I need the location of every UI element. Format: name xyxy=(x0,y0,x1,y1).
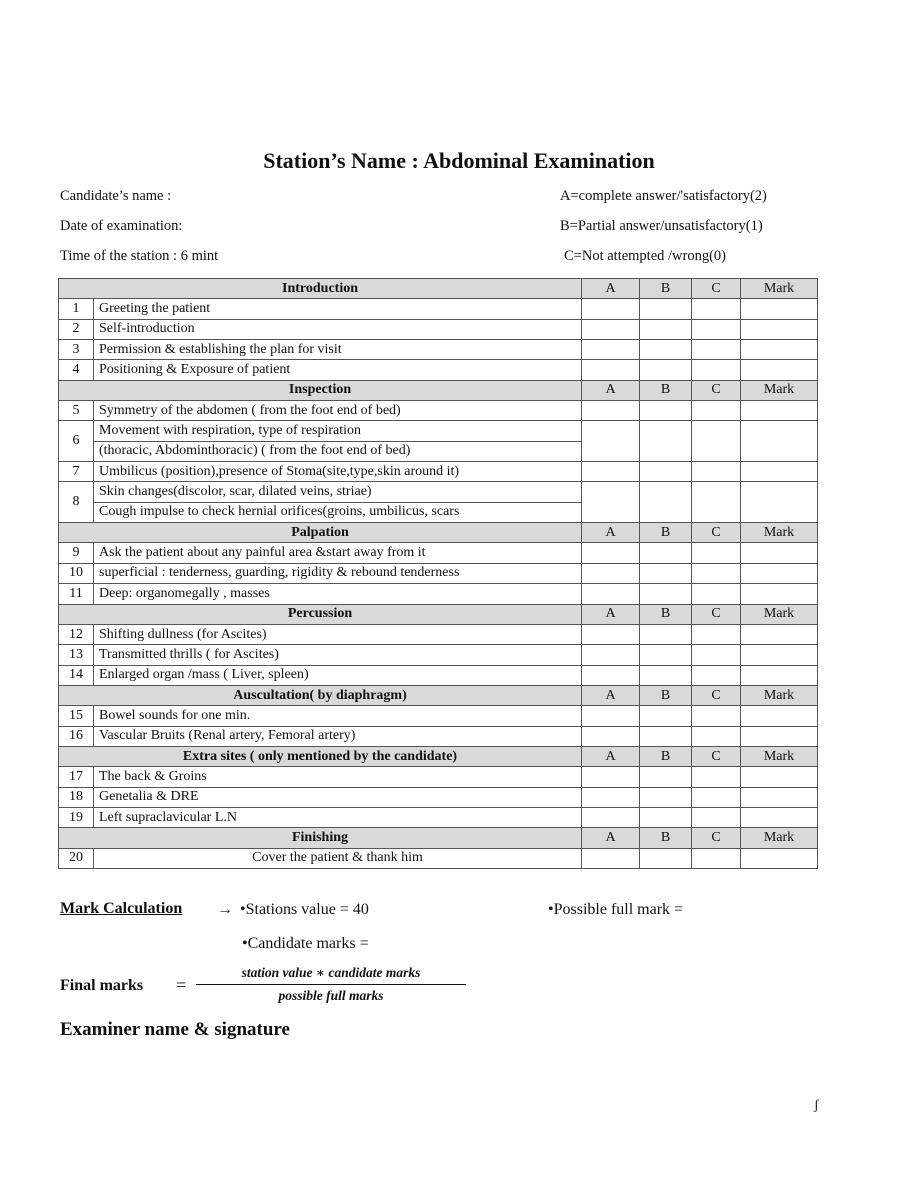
column-header: Mark xyxy=(741,279,818,299)
score-cell-b[interactable] xyxy=(640,299,692,319)
score-cell-c[interactable] xyxy=(692,645,741,665)
checklist-table xyxy=(58,278,818,869)
score-cell-c[interactable] xyxy=(692,299,741,319)
item-description: Umbilicus (position),presence of Stoma(site,type,skin around it) xyxy=(94,462,582,482)
score-cell-c[interactable] xyxy=(692,665,741,685)
section-header-row xyxy=(59,604,818,624)
score-cell-mark[interactable] xyxy=(741,563,818,583)
date-of-examination-label: Date of examination: xyxy=(60,218,183,234)
section-title: Inspection xyxy=(59,380,582,400)
column-header: A xyxy=(582,685,640,705)
column-header: A xyxy=(582,380,640,400)
score-cell-b[interactable] xyxy=(640,665,692,685)
item-description: Ask the patient about any painful area &start away from it xyxy=(94,543,582,563)
score-cell-b[interactable] xyxy=(640,645,692,665)
score-cell-b[interactable] xyxy=(640,563,692,583)
score-cell-c[interactable] xyxy=(692,401,741,421)
score-cell-a[interactable] xyxy=(582,360,640,380)
stations-value: •Stations value = 40 xyxy=(240,901,369,918)
column-header: C xyxy=(692,685,741,705)
score-cell-c[interactable] xyxy=(692,543,741,563)
table-row xyxy=(59,462,818,482)
item-description: Vascular Bruits (Renal artery, Femoral artery) xyxy=(94,726,582,746)
column-header: C xyxy=(692,279,741,299)
score-cell-mark[interactable] xyxy=(741,421,818,462)
score-cell-mark[interactable] xyxy=(741,706,818,726)
item-description: Left supraclavicular L.N xyxy=(94,807,582,827)
examiner-signature-label: Examiner name & signature xyxy=(60,1019,290,1040)
item-description: Transmitted thrills ( for Ascites) xyxy=(94,645,582,665)
table-row xyxy=(59,543,818,563)
score-cell-mark[interactable] xyxy=(741,543,818,563)
item-description: Shifting dullness (for Ascites) xyxy=(94,624,582,644)
score-cell-c[interactable] xyxy=(692,563,741,583)
score-cell-b[interactable] xyxy=(640,726,692,746)
score-cell-a[interactable] xyxy=(582,848,640,868)
score-cell-b[interactable] xyxy=(640,624,692,644)
score-cell-a[interactable] xyxy=(582,299,640,319)
score-cell-c[interactable] xyxy=(692,767,741,787)
score-cell-c[interactable] xyxy=(692,360,741,380)
item-number: 5 xyxy=(59,401,94,421)
score-cell-c[interactable] xyxy=(692,462,741,482)
table-row xyxy=(59,319,818,339)
column-header: B xyxy=(640,279,692,299)
table-row xyxy=(59,706,818,726)
table-row xyxy=(59,665,818,685)
score-cell-mark[interactable] xyxy=(741,787,818,807)
item-description: superficial : tenderness, guarding, rigidity & rebound tenderness xyxy=(94,563,582,583)
page-title: Station’s Name : Abdominal Examination xyxy=(263,148,655,173)
score-cell-a[interactable] xyxy=(582,787,640,807)
score-cell-mark[interactable] xyxy=(741,299,818,319)
score-cell-c[interactable] xyxy=(692,624,741,644)
table-row xyxy=(59,787,818,807)
station-time-label: Time of the station : 6 mint xyxy=(60,248,219,264)
section-header-row xyxy=(59,523,818,543)
table-row xyxy=(59,584,818,604)
score-cell-a[interactable] xyxy=(582,645,640,665)
equals-sign: = xyxy=(176,975,187,995)
score-cell-a[interactable] xyxy=(582,462,640,482)
column-header: Mark xyxy=(741,380,818,400)
score-cell-b[interactable] xyxy=(640,706,692,726)
score-cell-mark[interactable] xyxy=(741,584,818,604)
item-description: Symmetry of the abdomen ( from the foot end of bed) xyxy=(94,401,582,421)
item-description: Cough impulse to check hernial orifices(groins, umbilicus, scars xyxy=(94,502,582,522)
table-row xyxy=(59,360,818,380)
section-title: Finishing xyxy=(59,828,582,848)
table-row xyxy=(59,299,818,319)
item-number: 15 xyxy=(59,706,94,726)
score-cell-c[interactable] xyxy=(692,340,741,360)
column-header: C xyxy=(692,604,741,624)
score-cell-c[interactable] xyxy=(692,319,741,339)
score-cell-b[interactable] xyxy=(640,807,692,827)
table-row xyxy=(59,421,818,441)
section-header-row xyxy=(59,380,818,400)
table-row xyxy=(59,807,818,827)
column-header: C xyxy=(692,746,741,766)
score-cell-mark[interactable] xyxy=(741,462,818,482)
score-cell-a[interactable] xyxy=(582,624,640,644)
item-number: 16 xyxy=(59,726,94,746)
item-description: Cover the patient & thank him xyxy=(94,848,582,868)
column-header: A xyxy=(582,279,640,299)
item-number: 4 xyxy=(59,360,94,380)
score-cell-c[interactable] xyxy=(692,848,741,868)
column-header: C xyxy=(692,828,741,848)
score-cell-b[interactable] xyxy=(640,319,692,339)
candidate-name-label: Candidate’s name : xyxy=(60,188,172,204)
column-header: Mark xyxy=(741,523,818,543)
score-cell-mark[interactable] xyxy=(741,360,818,380)
item-description: Enlarged organ /mass ( Liver, spleen) xyxy=(94,665,582,685)
item-number: 10 xyxy=(59,563,94,583)
score-cell-b[interactable] xyxy=(640,848,692,868)
column-header: Mark xyxy=(741,746,818,766)
column-header: A xyxy=(582,746,640,766)
final-marks-formula xyxy=(196,965,466,1004)
item-description: Deep: organomegally , masses xyxy=(94,584,582,604)
table-row xyxy=(59,563,818,583)
column-header: B xyxy=(640,380,692,400)
item-description: Self-introduction xyxy=(94,319,582,339)
item-number: 17 xyxy=(59,767,94,787)
score-cell-mark[interactable] xyxy=(741,767,818,787)
score-cell-b[interactable] xyxy=(640,584,692,604)
score-cell-c[interactable] xyxy=(692,584,741,604)
item-description: Positioning & Exposure of patient xyxy=(94,360,582,380)
column-header: B xyxy=(640,523,692,543)
score-cell-mark[interactable] xyxy=(741,482,818,523)
item-number: 1 xyxy=(59,299,94,319)
score-cell-c[interactable] xyxy=(692,787,741,807)
item-description: Permission & establishing the plan for visit xyxy=(94,340,582,360)
score-cell-a[interactable] xyxy=(582,584,640,604)
column-header: A xyxy=(582,523,640,543)
score-cell-mark[interactable] xyxy=(741,340,818,360)
score-cell-a[interactable] xyxy=(582,767,640,787)
item-description: Bowel sounds for one min. xyxy=(94,706,582,726)
score-cell-a[interactable] xyxy=(582,706,640,726)
score-cell-a[interactable] xyxy=(582,543,640,563)
score-cell-b[interactable] xyxy=(640,767,692,787)
score-cell-b[interactable] xyxy=(640,401,692,421)
score-cell-b[interactable] xyxy=(640,787,692,807)
table-row xyxy=(59,767,818,787)
score-cell-a[interactable] xyxy=(582,401,640,421)
item-number: 13 xyxy=(59,645,94,665)
score-cell-b[interactable] xyxy=(640,360,692,380)
section-header-row xyxy=(59,279,818,299)
column-header: B xyxy=(640,685,692,705)
column-header: C xyxy=(692,380,741,400)
score-cell-mark[interactable] xyxy=(741,319,818,339)
column-header: A xyxy=(582,604,640,624)
formula-numerator: station value ∗ candidate marks xyxy=(196,965,466,985)
score-cell-mark[interactable] xyxy=(741,726,818,746)
item-number: 18 xyxy=(59,787,94,807)
column-header: B xyxy=(640,746,692,766)
score-cell-a[interactable] xyxy=(582,421,640,462)
section-header-row xyxy=(59,828,818,848)
column-header: Mark xyxy=(741,685,818,705)
score-cell-b[interactable] xyxy=(640,482,692,523)
table-row xyxy=(59,624,818,644)
item-description: The back & Groins xyxy=(94,767,582,787)
section-title: Palpation xyxy=(59,523,582,543)
score-cell-c[interactable] xyxy=(692,421,741,462)
item-number: 6 xyxy=(59,421,94,462)
item-number: 8 xyxy=(59,482,94,523)
item-description: Skin changes(discolor, scar, dilated veins, striae) xyxy=(94,482,582,502)
table-row xyxy=(59,726,818,746)
score-cell-a[interactable] xyxy=(582,807,640,827)
section-title: Introduction xyxy=(59,279,582,299)
possible-full-mark: •Possible full mark = xyxy=(548,901,684,918)
section-title: Extra sites ( only mentioned by the candidate) xyxy=(59,746,582,766)
item-description: (thoracic, Abdominthoracic) ( from the foot end of bed) xyxy=(94,441,582,461)
section-title: Percussion xyxy=(59,604,582,624)
score-cell-mark[interactable] xyxy=(741,624,818,644)
column-header: Mark xyxy=(741,604,818,624)
score-cell-c[interactable] xyxy=(692,706,741,726)
score-cell-mark[interactable] xyxy=(741,665,818,685)
score-cell-a[interactable] xyxy=(582,563,640,583)
score-cell-b[interactable] xyxy=(640,340,692,360)
item-number: 14 xyxy=(59,665,94,685)
item-number: 7 xyxy=(59,462,94,482)
item-description: Movement with respiration, type of respiration xyxy=(94,421,582,441)
table-row xyxy=(59,848,818,868)
score-cell-a[interactable] xyxy=(582,319,640,339)
item-description: Genetalia & DRE xyxy=(94,787,582,807)
score-cell-mark[interactable] xyxy=(741,645,818,665)
table-row xyxy=(59,401,818,421)
item-number: 19 xyxy=(59,807,94,827)
score-cell-b[interactable] xyxy=(640,543,692,563)
page-mark: ʃ xyxy=(814,1098,819,1113)
candidate-marks: •Candidate marks = xyxy=(242,935,369,952)
score-cell-a[interactable] xyxy=(582,482,640,523)
score-cell-c[interactable] xyxy=(692,807,741,827)
legend-c: C=Not attempted /wrong(0) xyxy=(564,248,727,264)
legend-b: B=Partial answer/unsatisfactory(1) xyxy=(560,218,763,234)
score-cell-c[interactable] xyxy=(692,726,741,746)
item-number: 2 xyxy=(59,319,94,339)
score-cell-mark[interactable] xyxy=(741,807,818,827)
score-cell-a[interactable] xyxy=(582,726,640,746)
score-cell-a[interactable] xyxy=(582,340,640,360)
arrow-right-icon: → xyxy=(217,901,233,918)
score-cell-a[interactable] xyxy=(582,665,640,685)
section-header-row xyxy=(59,685,818,705)
score-cell-mark[interactable] xyxy=(741,401,818,421)
score-cell-mark[interactable] xyxy=(741,848,818,868)
column-header: C xyxy=(692,523,741,543)
item-number: 12 xyxy=(59,624,94,644)
item-number: 3 xyxy=(59,340,94,360)
column-header: A xyxy=(582,828,640,848)
formula-denominator: possible full marks xyxy=(278,988,384,1003)
score-cell-c[interactable] xyxy=(692,482,741,523)
score-cell-b[interactable] xyxy=(640,421,692,462)
table-row xyxy=(59,482,818,502)
column-header: B xyxy=(640,604,692,624)
score-cell-b[interactable] xyxy=(640,462,692,482)
table-row xyxy=(59,645,818,665)
item-number: 20 xyxy=(59,848,94,868)
legend-a: A=complete answer/'satisfactory(2) xyxy=(560,188,767,204)
item-number: 9 xyxy=(59,543,94,563)
item-description: Greeting the patient xyxy=(94,299,582,319)
mark-calculation-label: Mark Calculation xyxy=(60,900,183,917)
final-marks-label: Final marks xyxy=(60,977,144,994)
column-header: Mark xyxy=(741,828,818,848)
section-header-row xyxy=(59,746,818,766)
column-header: B xyxy=(640,828,692,848)
item-number: 11 xyxy=(59,584,94,604)
section-title: Auscultation( by diaphragm) xyxy=(59,685,582,705)
table-row xyxy=(59,340,818,360)
